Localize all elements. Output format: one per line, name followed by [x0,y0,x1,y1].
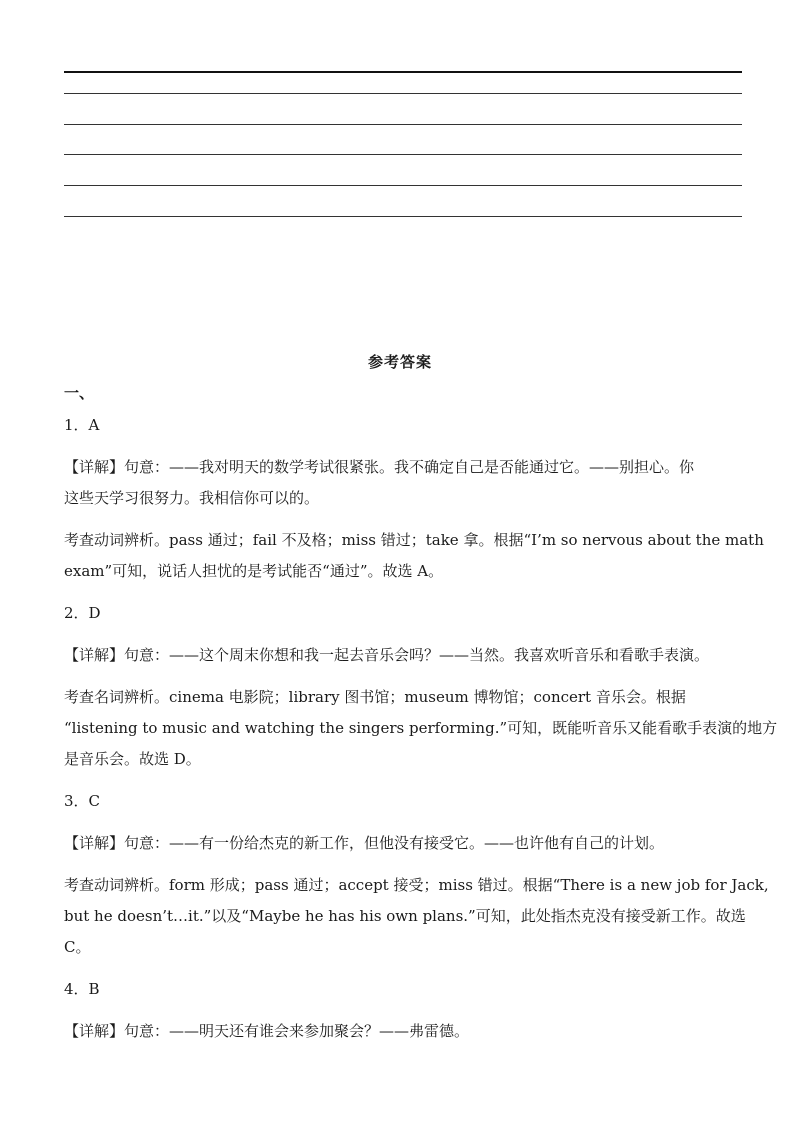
writing-line [64,93,742,94]
writing-line [64,216,742,217]
answer-number: 3．C [64,792,101,810]
answer-number: 2．D [64,604,101,622]
analysis-line: exam”可知，说话人担忧的是考试能否“通过”。故选 A。 [64,562,444,580]
analysis-line: 考查动词辨析。pass 通过；fail 不及格；miss 错过；take 拿。根据“I’m so nervous about the math [64,531,764,549]
answer-number: 1．A [64,416,100,434]
writing-line [64,185,742,186]
analysis-line: C。 [64,938,91,956]
detail-line: 【详解】句意：——我对明天的数学考试很紧张。我不确定自己是否能通过它。——别担心。你 [64,458,695,476]
detail-line: 【详解】句意：——有一份给杰克的新工作，但他没有接受它。——也许他有自己的计划。 [64,834,665,852]
analysis-line: 是音乐会。故选 D。 [64,750,201,768]
detail-line: 【详解】句意：——这个周末你想和我一起去音乐会吗？——当然。我喜欢听音乐和看歌手表演。 [64,646,710,664]
analysis-line: “listening to music and watching the singers performing.”可知，既能听音乐又能看歌手表演的地方 [64,719,778,737]
writing-line [64,154,742,155]
analysis-line: but he doesn’t…it.”以及“Maybe he has his own plans.”可知，此处指杰克没有接受新工作。故选 [64,907,746,925]
writing-line [64,124,742,125]
section-heading: 一、 [64,384,95,402]
analysis-line: 考查动词辨析。form 形成；pass 通过；accept 接受；miss 错过。根据“There is a new job for Jack, [64,876,769,894]
detail-line: 这些天学习很努力。我相信你可以的。 [64,489,320,507]
writing-line [64,71,742,73]
answer-key-title: 参考答案 [367,353,432,371]
analysis-line: 考查名词辨析。cinema 电影院；library 图书馆；museum 博物馆；concert 音乐会。根据 [64,688,686,706]
answer-number: 4．B [64,980,100,998]
detail-line: 【详解】句意：——明天还有谁会来参加聚会？——弗雷德。 [64,1022,470,1040]
